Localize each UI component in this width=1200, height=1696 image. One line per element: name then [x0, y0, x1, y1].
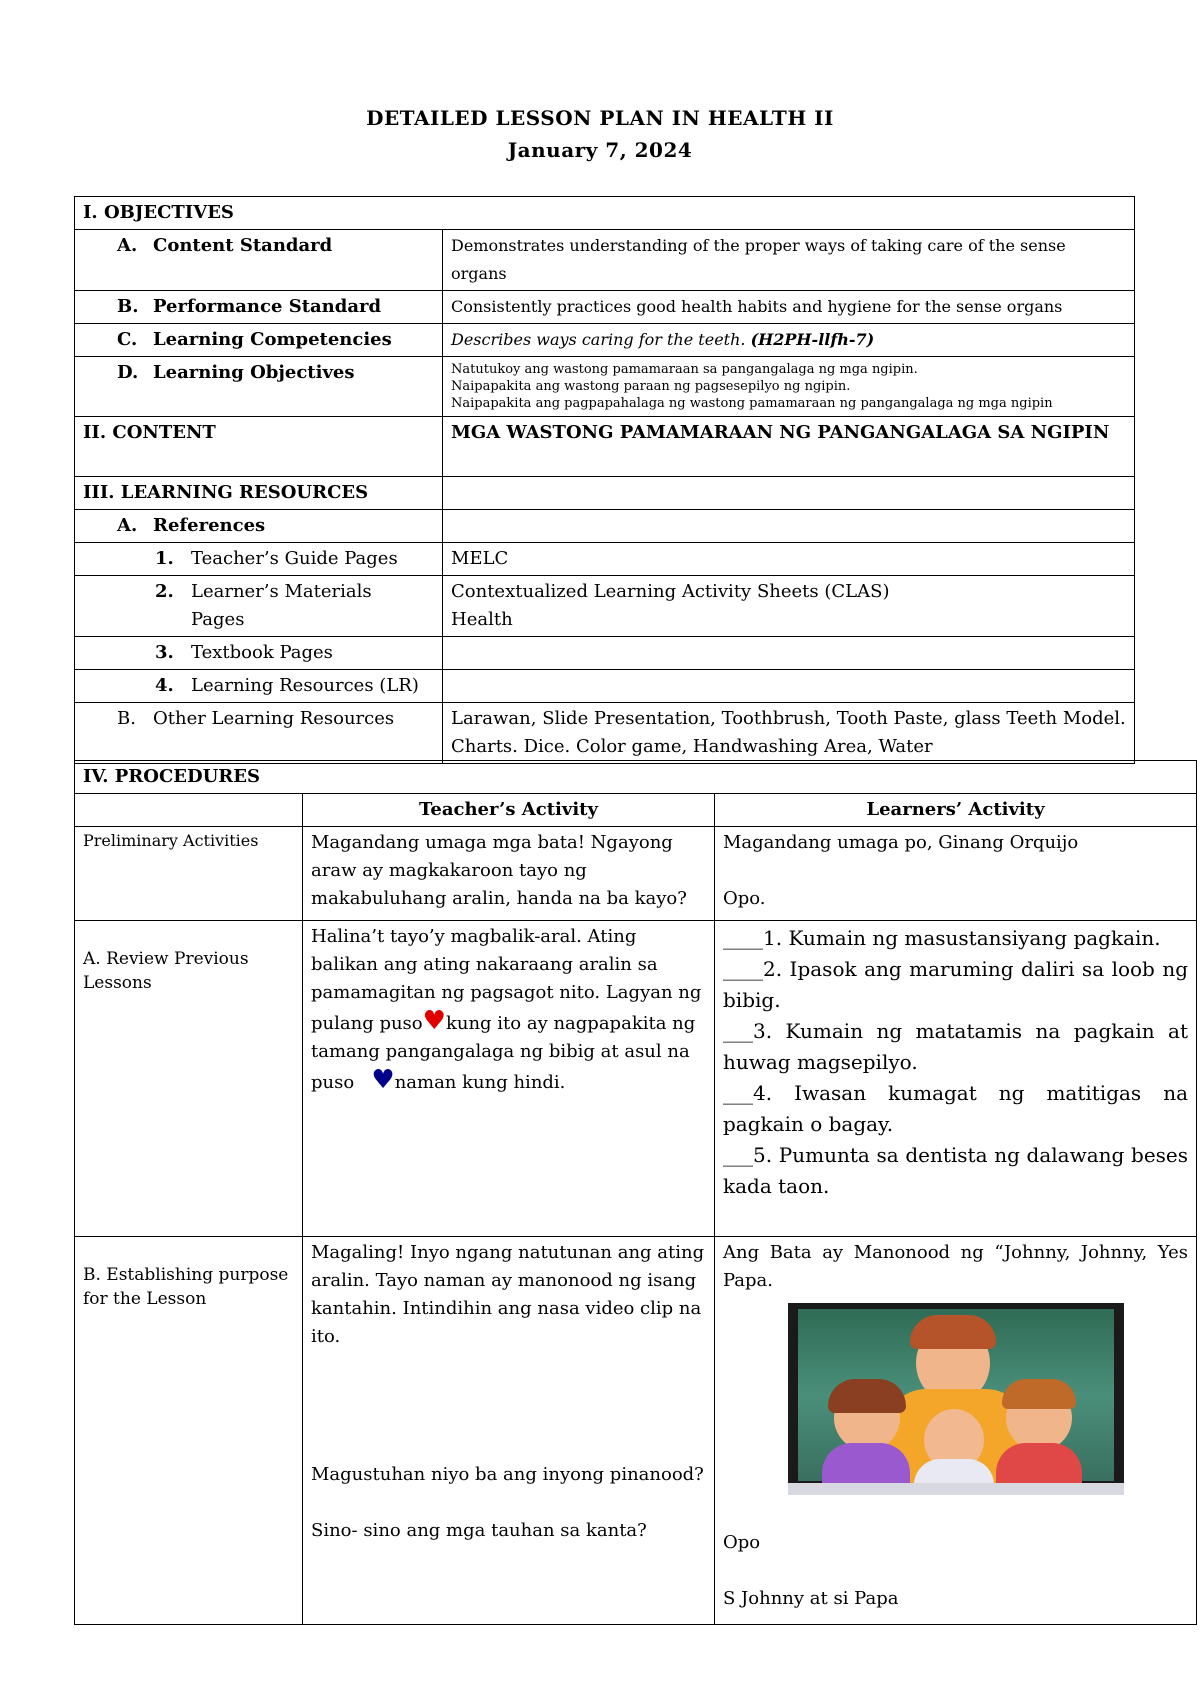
learning-objectives-label: D. Learning Objectives — [75, 357, 443, 417]
content-heading: II. CONTENT — [75, 417, 443, 477]
learner-activity-header: Learners’ Activity — [715, 794, 1197, 827]
learning-resources-value — [443, 670, 1135, 703]
learning-objectives-list — [443, 357, 1135, 417]
review-learner — [715, 921, 1197, 1237]
learning-competencies-label: C. Learning Competencies — [75, 324, 443, 357]
document-date: January 7, 2024 — [507, 138, 693, 162]
purpose-learner: Ang Bata ay Manonood ng “Johnny, Johnny, Yes Papa. Opo S Johnny at si Papa — [715, 1237, 1197, 1625]
review-teacher: Halina’t tayo’y magbalik-aral. Ating balikan ang ating nakaraang aralin sa pamamagitan ng pagsagot nito. Lagyan ng pulang puso♥kung ito ay nagpapakita ng tamang pangangalaga ng bibig at asul na puso ♥naman kung hindi. — [303, 921, 715, 1237]
objectives-table — [74, 196, 1135, 764]
document-title: DETAILED LESSON PLAN IN HEALTH II — [366, 106, 834, 130]
references-label: A. References — [75, 510, 443, 543]
other-resources-value: Larawan, Slide Presentation, Toothbrush, Tooth Paste, glass Teeth Model. Charts. Dice. Color game, Handwashing Area, Water — [443, 703, 1135, 764]
textbook-pages-value — [443, 637, 1135, 670]
review-item: ____1. Kumain ng masustansiyang pagkain. — [723, 926, 1161, 950]
performance-standard-label: B. Performance Standard — [75, 291, 443, 324]
review-item: ___5. Pumunta sa dentista ng dalawang beses kada taon. — [723, 1143, 1189, 1198]
review-item: ___4. Iwasan kumagat ng matitigas na pagkain o bagay. — [723, 1081, 1189, 1136]
red-heart-icon: ♥ — [422, 1006, 446, 1036]
review-item: ___3. Kumain ng matatamis na pagkain at huwag magsepilyo. — [723, 1019, 1189, 1074]
learning-competencies-value: Describes ways caring for the teeth. (H2PH-llfh-7) — [443, 324, 1135, 357]
preliminary-learner: Magandang umaga po, Ginang Orquijo Opo. — [715, 827, 1197, 921]
review-label: A. Review Previous Lessons — [75, 921, 303, 1237]
procedures-table — [74, 760, 1197, 1625]
review-item: ____2. Ipasok ang maruming daliri sa loob ng bibig. — [723, 957, 1189, 1012]
teacher-activity-header: Teacher’s Activity — [303, 794, 715, 827]
content-standard-label: A. Content Standard — [75, 230, 443, 291]
content-value: MGA WASTONG PAMAMARAAN NG PANGANGALAGA SA NGIPIN — [443, 417, 1135, 477]
learners-materials-value: Contextualized Learning Activity Sheets (CLAS) Health — [443, 576, 1135, 637]
video-clip-image — [788, 1303, 1124, 1495]
teachers-guide-value: MELC — [443, 543, 1135, 576]
purpose-teacher: Magaling! Inyo ngang natutunan ang ating aralin. Tayo naman ay manonood ng isang kantahin. Intindihin ang nasa video clip na ito. Magustuhan niyo ba ang inyong pinanood? Sino- sino ang mga tauhan sa kanta? — [303, 1237, 715, 1625]
learners-materials-label: 2. Learner’s Materials Pages — [75, 576, 443, 637]
procedures-heading: IV. PROCEDURES — [75, 761, 1197, 794]
teachers-guide-label: 1. Teacher’s Guide Pages — [75, 543, 443, 576]
purpose-label: B. Establishing purpose for the Lesson — [75, 1237, 303, 1625]
other-resources-label: B. Other Learning Resources — [75, 703, 443, 764]
objectives-heading: I. OBJECTIVES — [75, 197, 1135, 230]
objective-item: Natutukoy ang wastong pamamaraan sa pangangalaga ng mga ngipin. — [451, 362, 918, 377]
blue-heart-icon: ♥ — [371, 1065, 395, 1095]
objective-item: Naipapakita ang pagpapahalaga ng wastong pamamaraan ng pangangalaga ng mga ngipin — [451, 396, 1053, 411]
learning-resources-label: 4. Learning Resources (LR) — [75, 670, 443, 703]
resources-heading: III. LEARNING RESOURCES — [75, 477, 443, 510]
objective-item: Naipapakita ang wastong paraan ng pagsesepilyo ng ngipin. — [451, 379, 851, 394]
preliminary-teacher: Magandang umaga mga bata! Ngayong araw ay magkakaroon tayo ng makabuluhang aralin, handa na ba kayo? — [303, 827, 715, 921]
performance-standard-value: Consistently practices good health habits and hygiene for the sense organs — [443, 291, 1135, 324]
textbook-pages-label: 3. Textbook Pages — [75, 637, 443, 670]
content-standard-value: Demonstrates understanding of the proper ways of taking care of the sense organs — [443, 230, 1135, 291]
preliminary-label: Preliminary Activities — [75, 827, 303, 921]
